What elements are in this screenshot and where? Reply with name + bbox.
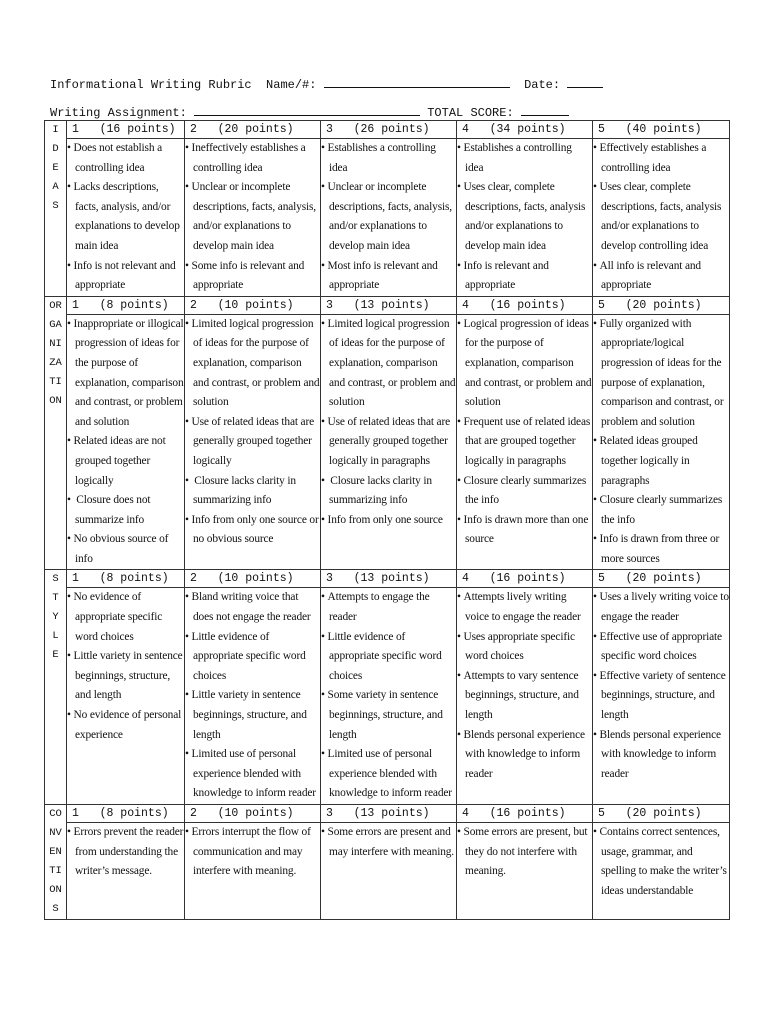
criteria-item: • Uses appropriate specific word choices [457, 628, 592, 667]
criteria-item: • Limited use of personal experience blended with knowledge to inform reader [185, 745, 320, 804]
total-score-blank[interactable] [521, 103, 569, 116]
criteria-list [185, 823, 320, 882]
criteria-list [321, 139, 456, 296]
criteria-item: • Closure lacks clarity in summarizing info [321, 472, 456, 511]
category-letter: ON [49, 394, 62, 407]
category-letter: E [52, 162, 59, 174]
criteria-item: • Blends personal experience with knowledge to inform reader [593, 726, 729, 785]
criteria-item: • Info is drawn more than one source [457, 511, 592, 550]
category-letter: D [52, 143, 59, 155]
criteria-cell [67, 588, 185, 805]
points-header: 2 (10 points) [185, 296, 321, 314]
criteria-cell [67, 139, 185, 297]
criteria-cell [185, 314, 321, 570]
criteria-item: • Info is relevant and appropriate [457, 257, 592, 296]
criteria-item: • Info is not relevant and appropriate [67, 257, 184, 296]
criteria-cell [593, 588, 730, 805]
header-line-2 [50, 103, 569, 120]
criteria-list [321, 823, 456, 862]
criteria-item: • Ineffectively establishes a controlling idea [185, 139, 320, 178]
points-header: 3 (13 points) [321, 805, 457, 823]
points-header: 4 (16 points) [457, 296, 593, 314]
points-header: 5 (20 points) [593, 805, 730, 823]
date-label: Date: [524, 78, 561, 92]
criteria-item: • Effective variety of sentence beginnings, structure, and length [593, 667, 729, 726]
category-letter: I [52, 124, 59, 136]
criteria-list [457, 588, 592, 784]
criteria-item: • Lacks descriptions, facts, analysis, and/or explanations to develop main idea [67, 178, 184, 256]
criteria-item: • Little variety in sentence beginnings, structure, and length [67, 647, 184, 706]
points-header: 1 (8 points) [67, 570, 185, 588]
criteria-item: • Bland writing voice that does not engage the reader [185, 588, 320, 627]
criteria-item: • Limited logical progression of ideas for the purpose of explanation, comparison and contrast, or problem and solution [321, 315, 456, 413]
criteria-item: • No obvious source of info [67, 530, 184, 569]
criteria-cell [67, 823, 185, 920]
category-letter: OR [49, 299, 62, 312]
points-header: 5 (40 points) [593, 121, 730, 139]
category-letter: E [52, 649, 59, 662]
category-letter: GA [49, 318, 62, 331]
criteria-cell [321, 588, 457, 805]
criteria-item: • Errors prevent the reader from understanding the writer’s message. [67, 823, 184, 882]
assignment-label: Writing Assignment: [50, 106, 187, 120]
criteria-cell [321, 823, 457, 920]
criteria-item: • Little evidence of appropriate specific word choices [185, 628, 320, 687]
criteria-item: • Logical progression of ideas for the purpose of explanation, comparison and contrast, or problem and solution [457, 315, 592, 413]
header-line-1 [50, 75, 603, 92]
category-letter: Y [52, 611, 59, 624]
criteria-item: • Use of related ideas that are generally grouped together logically in paragraphs [321, 413, 456, 472]
criteria-item: • Some info is relevant and appropriate [185, 257, 320, 296]
criteria-item: • Unclear or incomplete descriptions, facts, analysis, and/or explanations to develop main idea [185, 178, 320, 256]
criteria-item: • Attempts lively writing voice to engage the reader [457, 588, 592, 627]
points-row [45, 570, 730, 588]
category-letter: ON [49, 884, 62, 896]
criteria-item: • Establishes a controlling idea [321, 139, 456, 178]
points-header: 3 (13 points) [321, 296, 457, 314]
category-letter: ZA [49, 356, 62, 369]
category-label [45, 570, 67, 805]
rubric-table [44, 120, 730, 920]
criteria-cell [321, 314, 457, 570]
criteria-item: • Effective use of appropriate specific word choices [593, 628, 729, 667]
points-header: 4 (16 points) [457, 570, 593, 588]
criteria-cell [185, 823, 321, 920]
criteria-item: • Some errors are present and may interfere with meaning. [321, 823, 456, 862]
name-label: Name/#: [266, 78, 317, 92]
criteria-item: • Effectively establishes a controlling idea [593, 139, 729, 178]
points-row [45, 805, 730, 823]
criteria-cell [593, 139, 730, 297]
criteria-item: • Attempts to vary sentence beginnings, structure, and length [457, 667, 592, 726]
criteria-list [67, 315, 184, 570]
points-row [45, 296, 730, 314]
name-blank[interactable] [324, 75, 510, 88]
criteria-list [321, 315, 456, 531]
category-letter: A [52, 181, 59, 193]
category-letter: L [52, 630, 59, 643]
category-letter: TI [49, 375, 62, 388]
category-letter: T [52, 592, 59, 605]
criteria-row [45, 314, 730, 570]
criteria-list [185, 139, 320, 296]
criteria-row [45, 139, 730, 297]
criteria-list [67, 139, 184, 296]
criteria-item: • Related ideas are not grouped together logically [67, 432, 184, 491]
points-header: 5 (20 points) [593, 296, 730, 314]
points-header: 2 (10 points) [185, 570, 321, 588]
criteria-list [593, 315, 729, 570]
points-header: 3 (13 points) [321, 570, 457, 588]
criteria-cell [457, 823, 593, 920]
points-header: 4 (16 points) [457, 805, 593, 823]
criteria-cell [321, 139, 457, 297]
points-row [45, 121, 730, 139]
criteria-list [67, 823, 184, 882]
criteria-list [321, 588, 456, 804]
category-label [45, 121, 67, 297]
criteria-cell [593, 823, 730, 920]
category-letter: CO [49, 808, 62, 820]
criteria-list [185, 588, 320, 804]
criteria-row [45, 823, 730, 920]
points-header: 5 (20 points) [593, 570, 730, 588]
points-header: 1 (8 points) [67, 805, 185, 823]
criteria-item: • No evidence of personal experience [67, 706, 184, 745]
total-score-label: TOTAL SCORE: [427, 106, 514, 120]
criteria-item: • Closure does not summarize info [67, 491, 184, 530]
criteria-list [593, 139, 729, 296]
criteria-item: • No evidence of appropriate specific word choices [67, 588, 184, 647]
criteria-item: • Info from only one source or no obvious source [185, 511, 320, 550]
criteria-list [457, 139, 592, 296]
criteria-cell [457, 314, 593, 570]
category-label [45, 805, 67, 920]
category-letter: S [52, 200, 59, 212]
criteria-row [45, 588, 730, 805]
criteria-item: • Establishes a controlling idea [457, 139, 592, 178]
category-letter: NV [49, 827, 62, 839]
criteria-item: • Related ideas grouped together logically in paragraphs [593, 432, 729, 491]
criteria-item: • Contains correct sentences, usage, grammar, and spelling to make the writer’s ideas understandable [593, 823, 729, 901]
points-header: 2 (10 points) [185, 805, 321, 823]
points-header: 4 (34 points) [457, 121, 593, 139]
criteria-item: • Some errors are present, but they do not interfere with meaning. [457, 823, 592, 882]
criteria-list [593, 588, 729, 784]
criteria-item: • Info from only one source [321, 511, 456, 531]
criteria-item: • Frequent use of related ideas that are grouped together logically in paragraphs [457, 413, 592, 472]
points-header: 2 (20 points) [185, 121, 321, 139]
criteria-list [457, 823, 592, 882]
criteria-item: • Info is drawn from three or more sources [593, 530, 729, 569]
criteria-item: • Use of related ideas that are generally grouped together logically [185, 413, 320, 472]
criteria-item: • Closure lacks clarity in summarizing info [185, 472, 320, 511]
document-title: Informational Writing Rubric [50, 78, 252, 92]
criteria-item: • Unclear or incomplete descriptions, facts, analysis, and/or explanations to develop main idea [321, 178, 456, 256]
criteria-item: • Blends personal experience with knowledge to inform reader [457, 726, 592, 785]
criteria-list [67, 588, 184, 745]
criteria-item: • Inappropriate or illogical progression of ideas for the purpose of explanation, comparison and contrast, or problem and solution [67, 315, 184, 433]
criteria-item: • Does not establish a controlling idea [67, 139, 184, 178]
criteria-item: • Fully organized with appropriate/logical progression of ideas for the purpose of explanation, comparison and contrast, or problem and solution [593, 315, 729, 433]
category-letter: NI [49, 337, 62, 350]
points-header: 1 (8 points) [67, 296, 185, 314]
points-header: 3 (26 points) [321, 121, 457, 139]
criteria-cell [185, 588, 321, 805]
criteria-item: • Uses clear, complete descriptions, facts, analysis and/or explanations to develop controlling idea [593, 178, 729, 256]
criteria-item: • Errors interrupt the flow of communication and may interfere with meaning. [185, 823, 320, 882]
criteria-cell [457, 139, 593, 297]
criteria-cell [593, 314, 730, 570]
criteria-item: • Uses a lively writing voice to engage the reader [593, 588, 729, 627]
criteria-item: • Limited logical progression of ideas for the purpose of explanation, comparison and contrast, or problem and solution [185, 315, 320, 413]
criteria-cell [457, 588, 593, 805]
criteria-cell [185, 139, 321, 297]
category-letter: S [52, 903, 59, 915]
criteria-item: • Some variety in sentence beginnings, structure, and length [321, 686, 456, 745]
criteria-item: • Most info is relevant and appropriate [321, 257, 456, 296]
criteria-item: • Attempts to engage the reader [321, 588, 456, 627]
criteria-item: • Little evidence of appropriate specific word choices [321, 628, 456, 687]
criteria-item: • Little variety in sentence beginnings, structure, and length [185, 686, 320, 745]
criteria-cell [67, 314, 185, 570]
assignment-blank[interactable] [194, 103, 420, 116]
criteria-list [593, 823, 729, 901]
category-letter: TI [49, 865, 62, 877]
category-label [45, 296, 67, 570]
points-header: 1 (16 points) [67, 121, 185, 139]
category-letter: S [52, 573, 59, 586]
criteria-item: • Limited use of personal experience blended with knowledge to inform reader [321, 745, 456, 804]
category-letter: EN [49, 846, 62, 858]
criteria-item: • All info is relevant and appropriate [593, 257, 729, 296]
criteria-list [457, 315, 592, 550]
criteria-item: • Closure clearly summarizes the info [593, 491, 729, 530]
criteria-item: • Closure clearly summarizes the info [457, 472, 592, 511]
criteria-item: • Uses clear, complete descriptions, facts, analysis and/or explanations to develop main idea [457, 178, 592, 256]
date-blank[interactable] [567, 75, 603, 88]
criteria-list [185, 315, 320, 550]
